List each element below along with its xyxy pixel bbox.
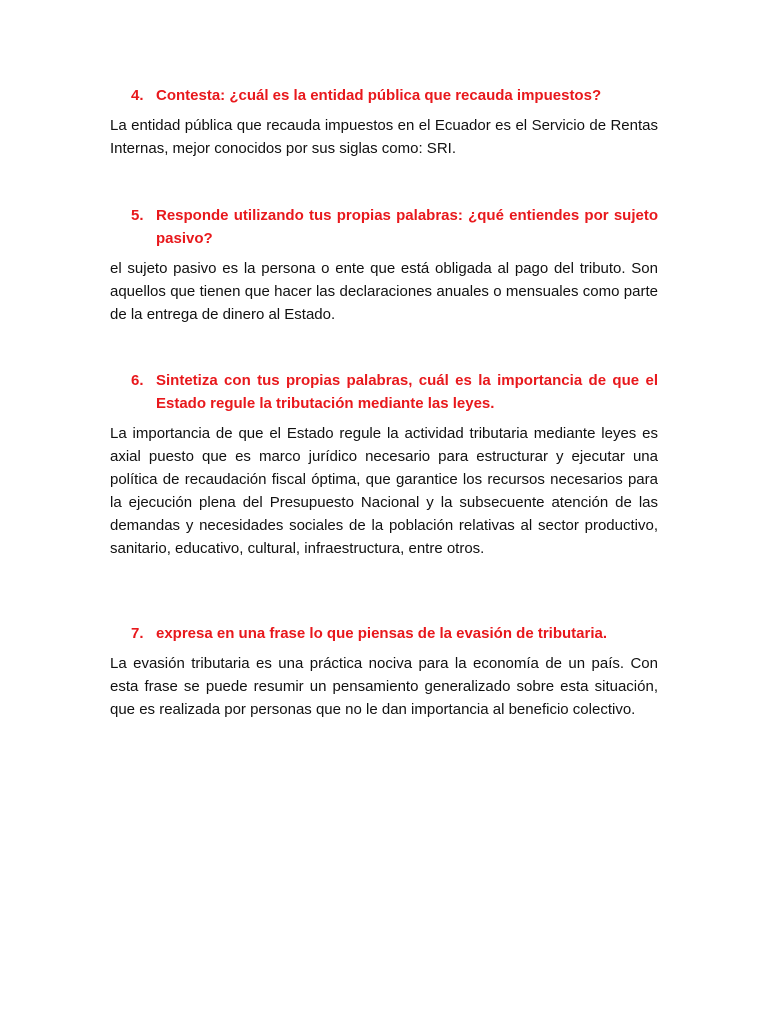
question-text: expresa en una frase lo que piensas de la evasión de tributaria. xyxy=(156,625,608,642)
answer-paragraph: La evasión tributaria es una práctica nociva para la economía de un país. Con esta frase se puede resumir un pensamiento generalizado sobre esta situación, que es realizada por personas que no le dan importancia al beneficio colectivo. xyxy=(110,655,658,718)
answer-paragraph: el sujeto pasivo es la persona o ente que está obligada al pago del tributo. Son aquellos que tienen que hacer las declaraciones anuales o mensuales como parte de la entrega de dinero al Estado. xyxy=(110,260,658,323)
question-block-5 xyxy=(110,204,658,326)
question-heading xyxy=(110,204,658,250)
question-text: Contesta: ¿cuál es la entidad pública que recauda impuestos? xyxy=(156,87,602,104)
question-block-7 xyxy=(110,622,658,721)
question-number: 6. xyxy=(131,372,144,389)
question-heading xyxy=(110,622,658,645)
question-text: Sintetiza con tus propias palabras, cuál es la importancia de que el Estado regule la tributación mediante las leyes. xyxy=(156,372,658,412)
question-block-4 xyxy=(110,84,658,160)
answer-paragraph: La entidad pública que recauda impuestos en el Ecuador es el Servicio de Rentas Internas, mejor conocidos por sus siglas como: SRI. xyxy=(110,117,658,157)
answer-paragraph: La importancia de que el Estado regule la actividad tributaria mediante leyes es axial puesto que es marco jurídico necesario para estructurar y ejecutar una política de recaudación fiscal óptima, que garantice los recursos necesarios para la ejecución plena del Presupuesto Nacional y la subsecuente atención de las demandas y necesidades sociales de la población relativas al sector productivo, sanitario, educativo, cultural, infraestructura, entre otros. xyxy=(110,425,658,557)
question-number: 5. xyxy=(131,207,144,224)
question-number: 7. xyxy=(131,625,144,642)
question-heading xyxy=(110,84,658,107)
question-number: 4. xyxy=(131,87,144,104)
question-heading xyxy=(110,369,658,415)
question-block-6 xyxy=(110,369,658,560)
question-text: Responde utilizando tus propias palabras: ¿qué entiendes por sujeto pasivo? xyxy=(156,207,658,247)
